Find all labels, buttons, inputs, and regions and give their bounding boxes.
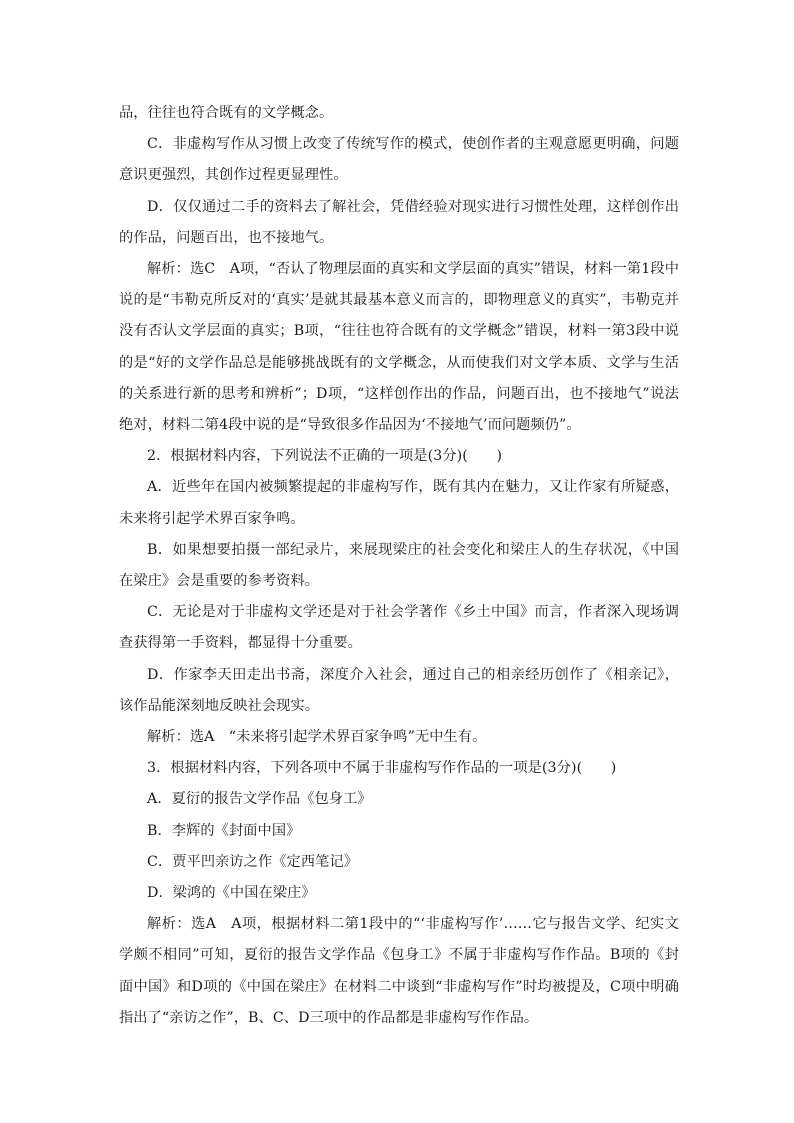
analysis-q1: 解析：选C A项，“否认了物理层面的真实和文学层面的真实”错误，材料一第1段中说的是“韦勒克所反对的‘真实’是就其最基本意义而言的，即物理意义的真实”，韦勒克并没有否认文学层面的真实；B项，“往往也符合既有的文学概念”错误，材料一第3段中说的是“好的文学作品总是能够挑战既有的文学概念，从而使我们对文学本质、文学与生活的关系进行新的思考和辨析”；D项，“这样创作出的作品，问题百出，也不接地气”说法绝对，材料二第4段中说的是“导致很多作品因为‘不接地气’而问题频仍”。 <box>119 261 679 434</box>
q3-option-b: B．李辉的《封面中国》 <box>147 822 301 839</box>
q2-option-c: C．无论是对于非虚构文学还是对于社会学著作《乡土中国》而言，作者深入现场调查获得第一手资料，都显得十分重要。 <box>119 604 679 652</box>
q2-option-d: D．作家李天田走出书斋，深度介入社会，通过自己的相亲经历创作了《相亲记》，该作品能深刻地反映社会现实。 <box>119 666 679 714</box>
q3-option-d: D．梁鸿的《中国在梁庄》 <box>147 885 316 902</box>
option-d: D．仅仅通过二手的资料去了解社会，凭借经验对现实进行习惯性处理，这样创作出的作品，问题百出，也不接地气。 <box>119 198 679 246</box>
question-2: 2．根据材料内容，下列说法不正确的一项是(3分)( ) <box>147 448 503 465</box>
analysis-q3: 解析：选A A项，根据材料二第1段中的“‘非虚构写作’……它与报告文学、纪实文学颇不相同”可知，夏衍的报告文学作品《包身工》不属于非虚构写作作品。B项的《封面中国》和D项的《中国在梁庄》在材料二中谈到“非虚构写作”时均被提及，C项中明确指出了“亲访之作”，B、C、D三项中的作品都是非虚构写作作品。 <box>119 916 679 1026</box>
q2-option-a: A．近些年在国内被频繁提起的非虚构写作，既有其内在魅力，又让作家有所疑惑，未来将引起学术界百家争鸣。 <box>119 479 679 527</box>
q3-option-c: C．贾平凹亲访之作《定西笔记》 <box>147 853 358 870</box>
paragraph-continuation: 品，往往也符合既有的文学概念。 <box>119 105 334 121</box>
document-body <box>119 98 679 1034</box>
q3-option-a: A．夏衍的报告文学作品《包身工》 <box>147 791 372 808</box>
option-c: C．非虚构写作从习惯上改变了传统写作的模式，使创作者的主观意愿更明确，问题意识更强烈，其创作过程更显理性。 <box>119 136 679 184</box>
analysis-q2: 解析：选A “未来将引起学术界百家争鸣”无中生有。 <box>147 729 487 746</box>
q2-option-b: B．如果想要拍摄一部纪录片，来展现梁庄的社会变化和梁庄人的生存状况，《中国在梁庄》会是重要的参考资料。 <box>119 541 679 590</box>
question-3: 3．根据材料内容，下列各项中不属于非虚构写作作品的一项是(3分)( ) <box>147 760 617 777</box>
